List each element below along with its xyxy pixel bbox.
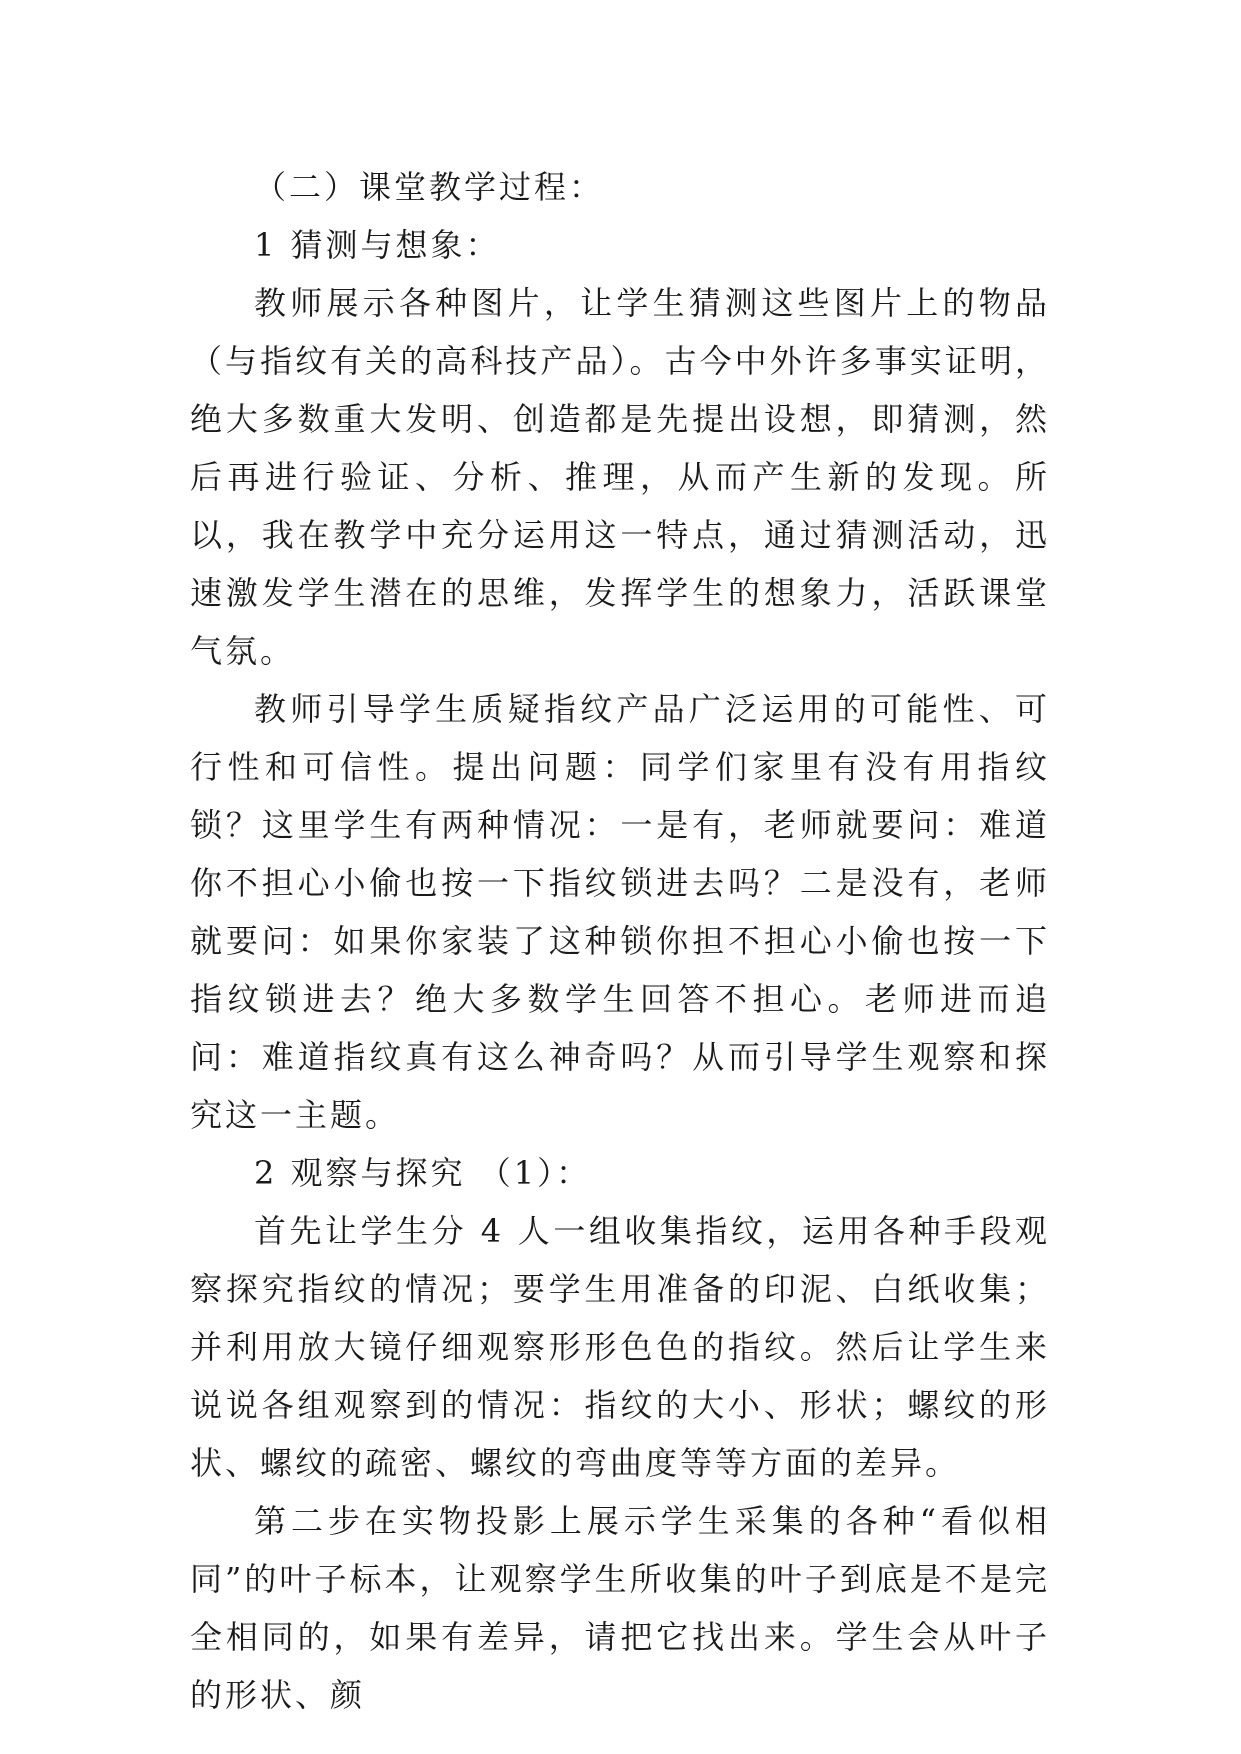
- subsection-heading-guess-imagine: 1 猜测与想象：: [254, 226, 501, 264]
- paragraph-guess-activity: 教师展示各种图片，让学生猜测这些图片上的物品（与指纹有关的高科技产品）。古今中外许多事实证明，绝大多数重大发明、创造都是先提出设想，即猜测，然后再进行验证、分析、推理，从而产生新的发现。所以，我在教学中充分运用这一特点，通过猜测活动，迅速激发学生潜在的思维，发挥学生的想象力，活跃课堂气氛。: [190, 284, 1050, 670]
- paragraph-fingerprint-lock-question: 教师引导学生质疑指纹产品广泛运用的可能性、可行性和可信性。提出问题：同学们家里有没有用指纹锁？这里学生有两种情况：一是有，老师就要问：难道你不担心小偷也按一下指纹锁进去吗？二是没有，老师就要问：如果你家装了这种锁你担不担心小偷也按一下指纹锁进去？绝大多数学生回答不担心。老师进而追问：难道指纹真有这么神奇吗？从而引导学生观察和探究这一主题。: [190, 690, 1050, 1134]
- paragraph-collect-fingerprints: 首先让学生分 4 人一组收集指纹，运用各种手段观察探究指纹的情况；要学生用准备的印泥、白纸收集；并利用放大镜仔细观察形形色色的指纹。然后让学生来说说各组观察到的情况：指纹的大小、形状；螺纹的形状、螺纹的疏密、螺纹的弯曲度等等方面的差异。: [190, 1212, 1050, 1482]
- subsection-heading-observe-explore: 2 观察与探究 （1）：: [254, 1154, 592, 1192]
- section-heading: （二）课堂教学过程：: [254, 168, 605, 206]
- paragraph-leaf-specimens: 第二步在实物投影上展示学生采集的各种“看似相同”的叶子标本，让观察学生所收集的叶子到底是不是完全相同的，如果有差异，请把它找出来。学生会从叶子的形状、颜: [190, 1502, 1050, 1714]
- document-body: [190, 158, 1050, 1724]
